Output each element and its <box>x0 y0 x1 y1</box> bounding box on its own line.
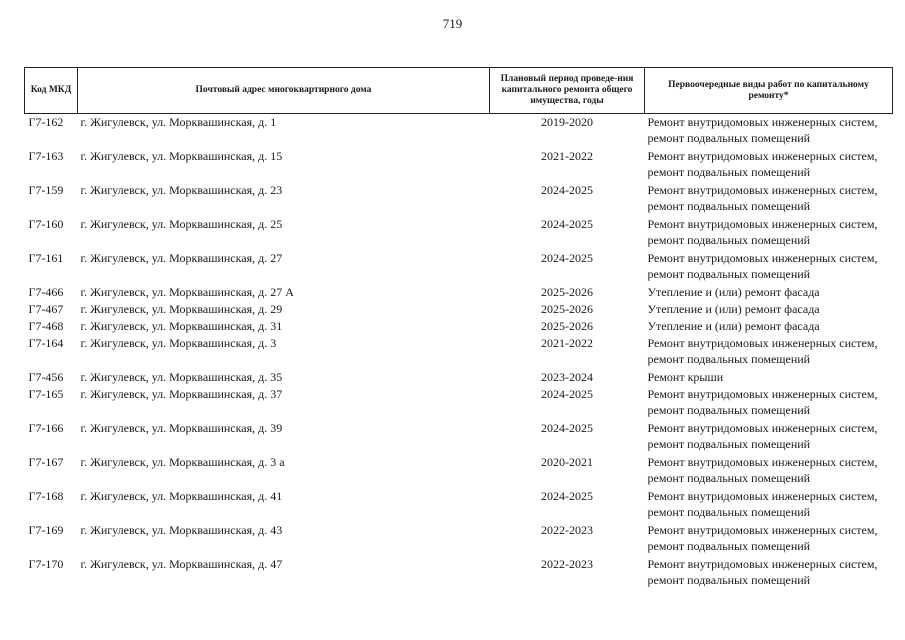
cell-code: Г7-167 <box>28 454 64 469</box>
cell-address: г. Жигулевск, ул. Морквашинская, д. 27 А <box>80 284 294 299</box>
cell-address: г. Жигулевск, ул. Морквашинская, д. 47 <box>80 556 283 571</box>
cell-works <box>645 420 893 454</box>
works-line: ремонт подвальных помещений <box>647 538 811 553</box>
cell-works <box>645 250 893 284</box>
table-body <box>25 114 893 590</box>
table-row <box>25 369 893 386</box>
cell-code: Г7-160 <box>28 216 64 231</box>
cell-address: г. Жигулевск, ул. Морквашинская, д. 29 <box>80 301 283 316</box>
works-line: Ремонт внутридомовых инженерных систем, <box>647 182 878 197</box>
table-row <box>25 522 893 556</box>
cell-works <box>645 318 893 335</box>
table-row <box>25 148 893 182</box>
works-line: Ремонт внутридомовых инженерных систем, <box>647 386 878 401</box>
cell-address: г. Жигулевск, ул. Морквашинская, д. 15 <box>80 148 283 163</box>
cell-code: Г7-161 <box>28 250 64 265</box>
cell-code: Г7-168 <box>28 488 64 503</box>
cell-works <box>645 386 893 420</box>
works-line: ремонт подвальных помещений <box>647 572 811 587</box>
cell-address: г. Жигулевск, ул. Морквашинская, д. 3 а <box>80 454 285 469</box>
cell-address: г. Жигулевск, ул. Морквашинская, д. 27 <box>80 250 283 265</box>
cell-code: Г7-468 <box>28 318 64 333</box>
cell-works <box>645 522 893 556</box>
works-line: Ремонт крыши <box>647 369 724 384</box>
works-line: Утепление и (или) ремонт фасада <box>647 318 820 333</box>
works-line: Утепление и (или) ремонт фасада <box>647 284 820 299</box>
cell-code: Г7-456 <box>28 369 64 384</box>
works-line: Ремонт внутридомовых инженерных систем, <box>647 556 878 571</box>
cell-works <box>645 488 893 522</box>
cell-period: 2019-2020 <box>541 115 593 129</box>
cell-address: г. Жигулевск, ул. Морквашинская, д. 25 <box>80 216 283 231</box>
table-row <box>25 420 893 454</box>
cell-period: 2025-2026 <box>541 284 593 299</box>
cell-code: Г7-467 <box>28 301 64 316</box>
works-line: ремонт подвальных помещений <box>647 402 811 417</box>
header-works: Первоочередные виды работ по капитальному ремонту* <box>645 68 893 114</box>
works-line: ремонт подвальных помещений <box>647 266 811 281</box>
cell-period: 2024-2025 <box>541 488 593 503</box>
works-line: ремонт подвальных помещений <box>647 504 811 519</box>
table-row <box>25 182 893 216</box>
cell-code: Г7-159 <box>28 182 64 197</box>
cell-address: г. Жигулевск, ул. Морквашинская, д. 23 <box>80 182 283 197</box>
works-line: Ремонт внутридомовых инженерных систем, <box>647 335 878 350</box>
cell-works <box>645 216 893 250</box>
table-header-row <box>25 68 893 114</box>
cell-address: г. Жигулевск, ул. Морквашинская, д. 43 <box>80 522 283 537</box>
cell-period: 2025-2026 <box>541 318 593 333</box>
works-line: ремонт подвальных помещений <box>647 436 811 451</box>
cell-works <box>645 301 893 318</box>
header-address: Почтовый адрес многоквартирного дома <box>78 68 490 114</box>
cell-period: 2022-2023 <box>541 522 593 537</box>
works-line: Ремонт внутридомовых инженерных систем, <box>647 115 878 129</box>
cell-code: Г7-165 <box>28 386 64 401</box>
cell-works <box>645 182 893 216</box>
cell-address: г. Жигулевск, ул. Морквашинская, д. 35 <box>80 369 283 384</box>
cell-code: Г7-166 <box>28 420 64 435</box>
cell-address: г. Жигулевск, ул. Морквашинская, д. 3 <box>80 335 277 350</box>
cell-period: 2025-2026 <box>541 301 593 316</box>
table-row <box>25 488 893 522</box>
table-row <box>25 301 893 318</box>
cell-address: г. Жигулевск, ул. Морквашинская, д. 39 <box>80 420 283 435</box>
cell-code: Г7-169 <box>28 522 64 537</box>
table-row <box>25 386 893 420</box>
works-line: ремонт подвальных помещений <box>647 131 811 145</box>
cell-works <box>645 114 893 148</box>
cell-code: Г7-466 <box>28 284 64 299</box>
table-row <box>25 114 893 148</box>
cell-period: 2024-2025 <box>541 250 593 265</box>
table-row <box>25 318 893 335</box>
works-line: Ремонт внутридомовых инженерных систем, <box>647 488 878 503</box>
works-line: Ремонт внутридомовых инженерных систем, <box>647 216 878 231</box>
cell-works <box>645 284 893 301</box>
works-line: Ремонт внутридомовых инженерных систем, <box>647 250 878 265</box>
works-line: ремонт подвальных помещений <box>647 351 811 366</box>
cell-period: 2023-2024 <box>541 369 593 384</box>
cell-period: 2020-2021 <box>541 454 593 469</box>
cell-address: г. Жигулевск, ул. Морквашинская, д. 31 <box>80 318 283 333</box>
header-code: Код МКД <box>25 68 78 114</box>
cell-period: 2021-2022 <box>541 148 593 163</box>
table-row <box>25 216 893 250</box>
cell-address: г. Жигулевск, ул. Морквашинская, д. 37 <box>80 386 283 401</box>
cell-works <box>645 335 893 369</box>
table-row <box>25 284 893 301</box>
works-line: Утепление и (или) ремонт фасада <box>647 301 820 316</box>
cell-period: 2022-2023 <box>541 556 593 571</box>
cell-works <box>645 369 893 386</box>
cell-period: 2024-2025 <box>541 216 593 231</box>
cell-works <box>645 148 893 182</box>
cell-period: 2024-2025 <box>541 386 593 401</box>
works-line: ремонт подвальных помещений <box>647 198 811 213</box>
header-period: Плановый период проведе-ния капитального ремонта общего имущества, годы <box>490 68 645 114</box>
table-row <box>25 556 893 590</box>
works-line: Ремонт внутридомовых инженерных систем, <box>647 148 878 163</box>
cell-works <box>645 556 893 590</box>
page-number: 719 <box>442 16 463 31</box>
works-line: Ремонт внутридомовых инженерных систем, <box>647 420 878 435</box>
cell-works <box>645 454 893 488</box>
works-line: ремонт подвальных помещений <box>647 470 811 485</box>
works-line: Ремонт внутридомовых инженерных систем, <box>647 522 878 537</box>
cell-code: Г7-163 <box>28 148 64 163</box>
cell-address: г. Жигулевск, ул. Морквашинская, д. 41 <box>80 488 283 503</box>
works-line: ремонт подвальных помещений <box>647 164 811 179</box>
capital-repair-table <box>24 67 893 590</box>
cell-address: г. Жигулевск, ул. Морквашинская, д. 1 <box>80 115 277 129</box>
cell-period: 2021-2022 <box>541 335 593 350</box>
works-line: Ремонт внутридомовых инженерных систем, <box>647 454 878 469</box>
cell-period: 2024-2025 <box>541 420 593 435</box>
works-line: ремонт подвальных помещений <box>647 232 811 247</box>
table-row <box>25 250 893 284</box>
cell-code: Г7-162 <box>28 115 64 129</box>
table-row <box>25 454 893 488</box>
cell-code: Г7-164 <box>28 335 64 350</box>
table-row <box>25 335 893 369</box>
cell-period: 2024-2025 <box>541 182 593 197</box>
cell-code: Г7-170 <box>28 556 64 571</box>
